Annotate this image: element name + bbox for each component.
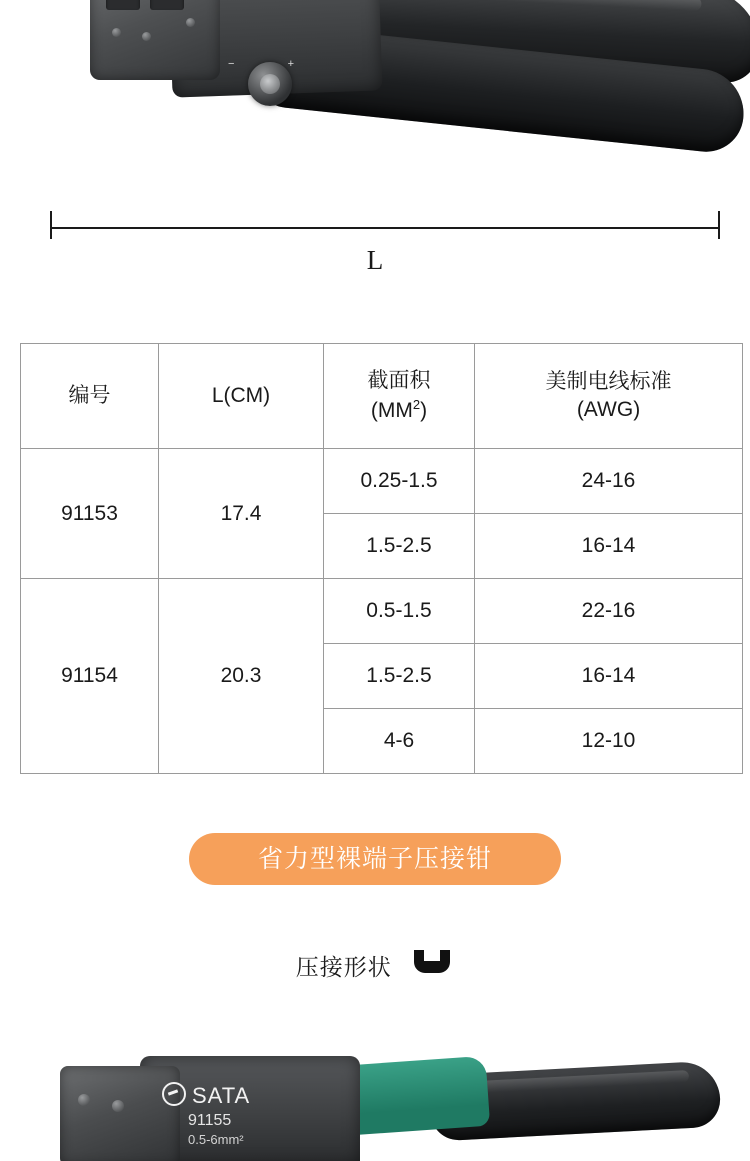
pivot-screw	[248, 62, 292, 106]
crimping-jaw	[90, 0, 220, 80]
cell-awg: 24-16	[475, 449, 743, 514]
jaw-screw-1	[112, 28, 121, 37]
table-row	[21, 449, 743, 514]
cell-cross-section: 4-6	[324, 709, 475, 774]
bottom-model-spec: 0.5-6mm²	[188, 1132, 244, 1147]
header-cross-section-unit-end: )	[420, 398, 428, 422]
table-row	[21, 579, 743, 644]
jaw-slot-small	[106, 0, 140, 10]
cell-cross-section: 1.5-2.5	[324, 644, 475, 709]
dimension-line	[50, 227, 720, 229]
bottom-crimping-jaw	[60, 1066, 180, 1161]
cell-length: 20.3	[159, 579, 324, 774]
cell-awg: 16-14	[475, 514, 743, 579]
brand-name-text: SATA	[192, 1083, 251, 1108]
dimension-label: L	[366, 245, 384, 275]
header-awg	[475, 344, 743, 449]
cell-awg: 16-14	[475, 644, 743, 709]
cell-model-no: 91154	[21, 579, 159, 774]
cell-awg: 12-10	[475, 709, 743, 774]
dimension-cap-right	[718, 211, 720, 239]
cell-model-no: 91153	[21, 449, 159, 579]
crimp-shape-icon	[410, 948, 454, 983]
header-cross-section-line1: 截面积	[367, 369, 431, 393]
jaw-slot-large	[150, 0, 184, 10]
header-cross-section-sup: 2	[412, 396, 421, 412]
jaw-screw-3	[186, 18, 195, 27]
header-cross-section-line2	[325, 396, 473, 425]
jaw-screw-2	[142, 32, 151, 41]
crimp-shape-label: 压接形状	[295, 954, 392, 980]
pivot-screw-inner	[260, 74, 280, 94]
bottom-jaw-screw-1	[78, 1094, 90, 1106]
cell-length: 17.4	[159, 449, 324, 579]
brand-name	[162, 1082, 250, 1109]
crimp-shape-row	[0, 948, 750, 994]
dial-minus-label: −	[228, 58, 235, 70]
specification-table	[20, 343, 743, 774]
cell-awg: 22-16	[475, 579, 743, 644]
header-awg-line1: 美制电线标准	[545, 369, 672, 393]
dimension-cap-left	[50, 211, 52, 239]
header-length: L(CM)	[159, 344, 324, 449]
top-product-photo	[0, 0, 750, 200]
header-awg-line2: (AWG)	[576, 398, 641, 421]
header-cross-section	[324, 344, 475, 449]
dimension-indicator	[0, 205, 750, 305]
crimping-plier-illustration	[60, 0, 720, 200]
header-cross-section-unit: (MM	[370, 398, 413, 422]
bottom-product-photo	[0, 1020, 750, 1161]
table-header-row	[21, 344, 743, 449]
cell-cross-section: 0.25-1.5	[324, 449, 475, 514]
bottom-jaw-screw-2	[112, 1100, 124, 1112]
cell-cross-section: 1.5-2.5	[324, 514, 475, 579]
cell-cross-section: 0.5-1.5	[324, 579, 475, 644]
section-heading-pill: 省力型裸端子压接钳	[189, 833, 561, 885]
header-model-no: 编号	[21, 344, 159, 449]
sata-logo-icon	[162, 1082, 186, 1106]
bottom-model-number: 91155	[188, 1112, 232, 1129]
dial-plus-label: +	[287, 58, 294, 70]
